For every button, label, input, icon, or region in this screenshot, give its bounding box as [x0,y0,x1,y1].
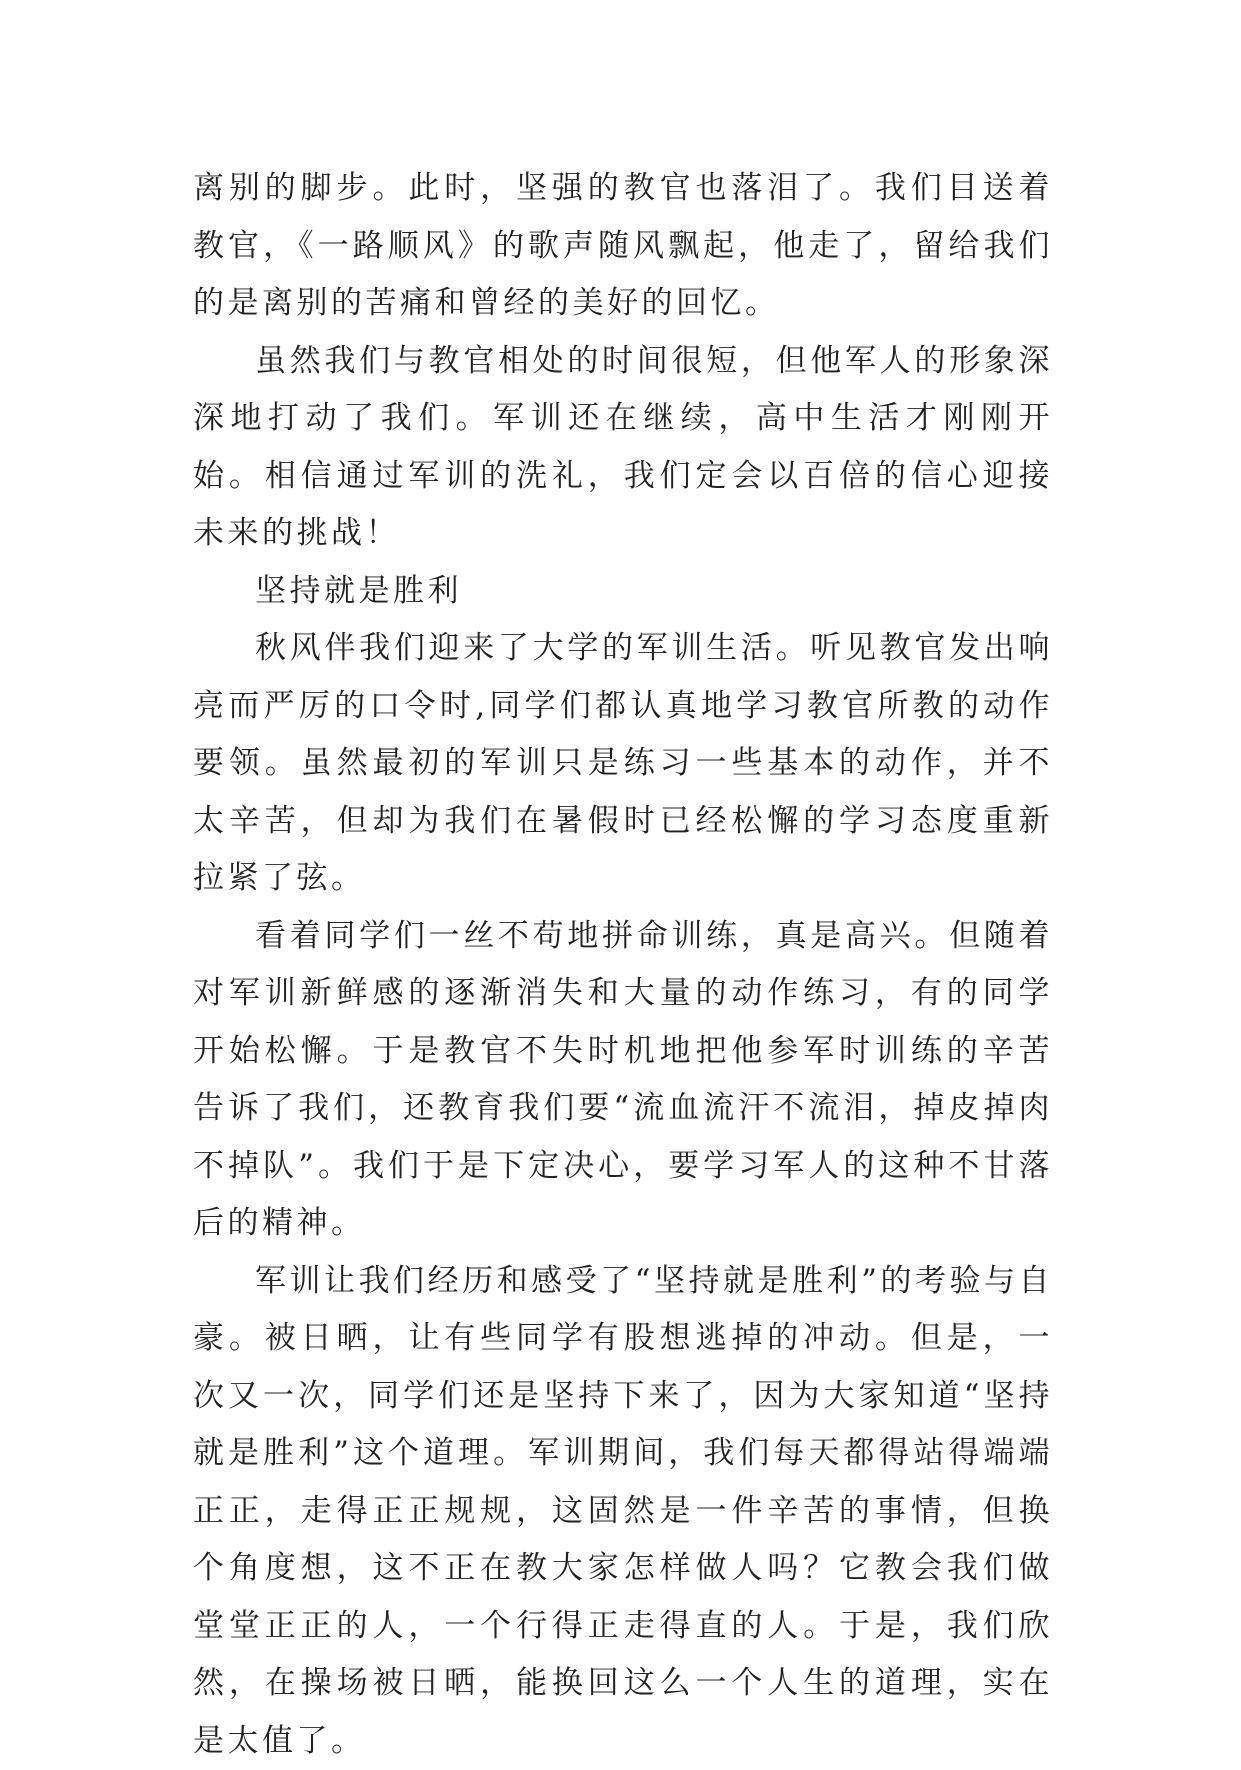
paragraph-conclusion: 虽然我们与教官相处的时间很短，但他军人的形象深深地打动了我们。军训还在继续，高中生活才刚刚开始。相信通过军训的洗礼，我们定会以百倍的信心迎接未来的挑战！ [193,333,1053,563]
paragraph-intro: 秋风伴我们迎来了大学的军训生活。听见教官发出响亮而严厉的口令时,同学们都认真地学习教官所教的动作要领。虽然最初的军训只是练习一些基本的动作，并不太辛苦，但却为我们在暑假时已经松懈的学习态度重新拉紧了弦。 [193,620,1053,908]
section-title: 坚持就是胜利 [193,563,1053,621]
paragraph-training: 看着同学们一丝不苟地拼命训练，真是高兴。但随着对军训新鲜感的逐渐消失和大量的动作练习，有的同学开始松懈。于是教官不失时机地把他参军时训练的辛苦告诉了我们，还教育我们要“流血流汗不流泪，掉皮掉肉不掉队”。我们于是下定决心，要学习军人的这种不甘落后的精神。 [193,908,1053,1253]
paragraph-continuation: 离别的脚步。此时，坚强的教官也落泪了。我们目送着教官，《一路顺风》的歌声随风飘起，他走了，留给我们的是离别的苦痛和曾经的美好的回忆。 [193,160,1053,333]
paragraph-persistence: 军训让我们经历和感受了“坚持就是胜利”的考验与自豪。被日晒，让有些同学有股想逃掉的冲动。但是，一次又一次，同学们还是坚持下来了，因为大家知道“坚持就是胜利”这个道理。军训期间，我们每天都得站得端端正正，走得正正规规，这固然是一件辛苦的事情，但换个角度想，这不正在教大家怎样做人吗？它教会我们做堂堂正正的人，一个行得正走得直的人。于是，我们欣然，在操场被日晒，能换回这么一个人生的道理，实在是太值了。 [193,1253,1053,1770]
document-body [193,160,1053,1770]
